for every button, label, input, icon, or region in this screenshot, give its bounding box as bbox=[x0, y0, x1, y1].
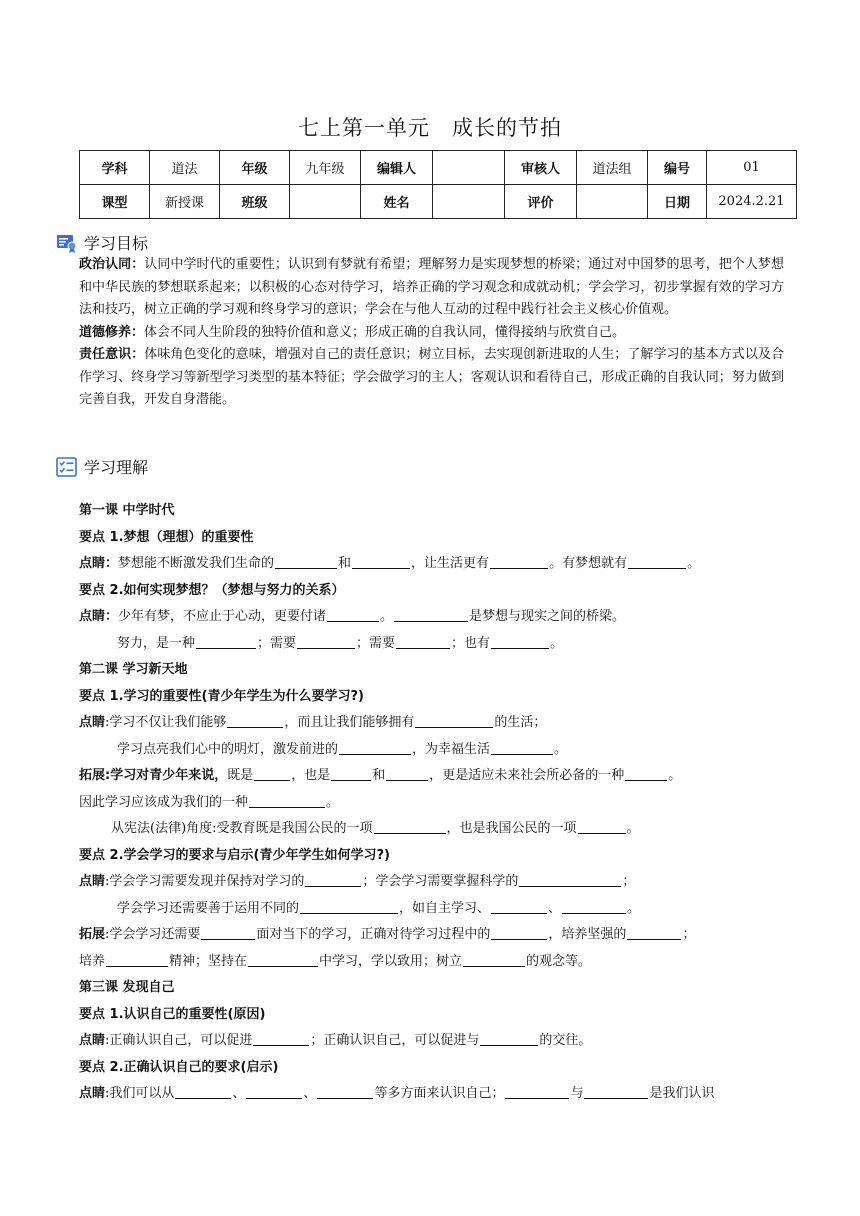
l1-point-2-title: 要点 2.如何实现梦想？（梦想与努力的关系） bbox=[79, 582, 345, 598]
fill-blank[interactable] bbox=[317, 1084, 373, 1099]
fill-blank[interactable] bbox=[628, 554, 686, 569]
keypoint-label: 点睛 bbox=[79, 874, 106, 889]
text-span: ，也是我国公民的一项 bbox=[446, 821, 577, 836]
text-span: 。 bbox=[626, 821, 640, 836]
text-span: 既是 bbox=[227, 768, 254, 783]
cell-eval-value bbox=[577, 185, 648, 219]
fill-blank[interactable] bbox=[562, 899, 626, 914]
goal-responsibility-text: 体味角色变化的意味，增强对自己的责任意识；树立目标，去实现创新进取的人生；了解学习的基本方式以及合作学习、终身学习等新型学习类型的基本特征；学会做学习的主人；客观认识和看待自己，形成正确的自我认同；努力做到完善自我，开发自身潜能。 bbox=[79, 347, 784, 407]
l3-point-2-title: 要点 2.正确认识自己的要求(启示) bbox=[79, 1059, 279, 1075]
text-span: ；学会学习需要掌握科学的 bbox=[362, 874, 519, 889]
keypoint-label: 点睛： bbox=[79, 609, 119, 624]
text-span: :学习不仅让我们能够 bbox=[105, 715, 227, 730]
cell-grade-label: 年级 bbox=[220, 151, 290, 185]
text-span: ，也是 bbox=[291, 768, 331, 783]
text-span: 、 bbox=[232, 1086, 246, 1101]
text-span: 培养 bbox=[79, 953, 106, 969]
goal-moral-label: 道德修养： bbox=[79, 324, 145, 340]
text-span: 的观念等。 bbox=[526, 953, 592, 969]
fill-blank[interactable] bbox=[254, 766, 290, 781]
content-block bbox=[79, 498, 789, 1108]
text-span: 的交往。 bbox=[539, 1033, 592, 1048]
cell-class-value bbox=[290, 185, 361, 219]
cell-number-value: 01 bbox=[707, 151, 797, 185]
cell-date-label: 日期 bbox=[648, 185, 707, 219]
cell-editor-value bbox=[433, 151, 505, 185]
text-span: :我们可以从 bbox=[105, 1086, 175, 1101]
text-span: 。 bbox=[326, 794, 340, 810]
extension-label: 拓展 bbox=[79, 927, 106, 942]
l2-point-1-title: 要点 1.学习的重要性(青少年学生为什么要学习?) bbox=[79, 688, 364, 704]
text-span: 努力，是一种 bbox=[117, 635, 196, 651]
l3-point-1-title: 要点 1.认识自己的重要性(原因) bbox=[79, 1006, 266, 1022]
text-span: 学会学习还需要善于运用不同的 bbox=[117, 900, 300, 916]
text-span: ，更是适应未来社会所必备的一种 bbox=[429, 768, 625, 783]
text-span: 因此学习应该成为我们的一种 bbox=[79, 794, 249, 810]
text-span: 是梦想与现实之间的桥梁。 bbox=[469, 609, 626, 624]
goal-political-text: 认同中学时代的重要性；认识到有梦就有希望；理解努力是实现梦想的桥梁；通过对中国梦的思考，把个人梦想和中华民族的梦想联系起来；以积极的心态对待学习，培养正确的学习观念和成就动机；学会学习，初步掌握有效的学习方法和技巧，树立正确的学习观和终身学习的意识；学会在与他人互动的过程中践行社会主义核心价值观。 bbox=[79, 257, 784, 317]
cell-type-label: 课型 bbox=[80, 185, 150, 219]
text-span: ，而且让我们能够拥有 bbox=[284, 715, 415, 730]
text-span: 和 bbox=[372, 768, 386, 783]
l1-point-2-text-2 bbox=[79, 631, 789, 658]
l2-point-1-text bbox=[79, 710, 789, 737]
text-span: :学会学习需要发现并保持对学习的 bbox=[105, 874, 305, 889]
fill-blank[interactable] bbox=[227, 713, 283, 728]
fill-blank[interactable] bbox=[300, 899, 398, 914]
fill-blank[interactable] bbox=[578, 819, 626, 834]
section-understanding-title: 学习理解 bbox=[84, 458, 149, 477]
l2-point-1-text-2 bbox=[79, 737, 789, 764]
goal-responsibility bbox=[79, 344, 784, 412]
text-span: 。有梦想就有 bbox=[549, 556, 628, 571]
cell-subject-value: 道法 bbox=[150, 151, 220, 185]
l1-point-1-text bbox=[79, 551, 789, 578]
fill-blank[interactable] bbox=[625, 766, 667, 781]
fill-blank[interactable] bbox=[297, 634, 355, 649]
l2-extension-2-text-2 bbox=[79, 949, 789, 976]
info-row-1 bbox=[80, 151, 797, 185]
cell-type-value: 新授课 bbox=[150, 185, 220, 219]
text-span: 少年有梦，不应止于心动，更要付诸 bbox=[118, 609, 327, 624]
fill-blank[interactable] bbox=[339, 740, 411, 755]
l3-point-2-text bbox=[79, 1081, 789, 1108]
fill-blank[interactable] bbox=[175, 1084, 231, 1099]
text-span: 。 bbox=[627, 900, 641, 916]
fill-blank[interactable] bbox=[327, 607, 379, 622]
fill-blank[interactable] bbox=[584, 1084, 648, 1099]
goal-political bbox=[79, 254, 784, 322]
fill-blank[interactable] bbox=[248, 952, 318, 967]
section-understanding-heading bbox=[56, 455, 148, 478]
fill-blank[interactable] bbox=[463, 952, 525, 967]
l3-point-1-text bbox=[79, 1028, 789, 1055]
fill-blank[interactable] bbox=[249, 793, 325, 808]
goal-political-label: 政治认同： bbox=[79, 257, 145, 272]
fill-blank[interactable] bbox=[396, 634, 450, 649]
cell-class-label: 班级 bbox=[220, 185, 290, 219]
cell-eval-label: 评价 bbox=[505, 185, 577, 219]
cell-name-value bbox=[433, 185, 505, 219]
text-span: ，培养坚强的 bbox=[548, 927, 627, 942]
text-span: ，为幸福生活 bbox=[412, 741, 491, 757]
lesson-1-title: 第一课 中学时代 bbox=[79, 503, 175, 518]
cell-number-label: 编号 bbox=[648, 151, 707, 185]
text-span: 是我们认识 bbox=[649, 1086, 715, 1101]
fill-blank[interactable] bbox=[275, 554, 337, 569]
text-span: 学习点亮我们心中的明灯，激发前进的 bbox=[117, 741, 339, 757]
text-span: 。 bbox=[380, 609, 394, 624]
fill-blank[interactable] bbox=[386, 766, 428, 781]
l2-extension-text bbox=[79, 763, 789, 790]
fill-blank[interactable] bbox=[106, 952, 168, 967]
l2-extension-2-text bbox=[79, 922, 789, 949]
text-span: 等多方面来认识自己； bbox=[374, 1086, 505, 1101]
l2-point-2-text bbox=[79, 869, 789, 896]
text-span: 。 bbox=[668, 768, 682, 783]
page-title: 七上第一单元 成长的节拍 bbox=[298, 116, 562, 140]
fill-blank[interactable] bbox=[374, 819, 446, 834]
info-row-2 bbox=[80, 185, 797, 219]
text-span: :学会学习还需要 bbox=[105, 927, 201, 942]
text-span: ，如自主学习、 bbox=[399, 900, 491, 916]
keypoint-label: 点睛 bbox=[79, 715, 106, 730]
keypoint-label: 点睛： bbox=[79, 556, 119, 571]
l2-point-2-text-2 bbox=[79, 896, 789, 923]
text-span: 、 bbox=[303, 1086, 317, 1101]
l2-extension-text-2 bbox=[79, 790, 789, 817]
l1-point-1-title: 要点 1.梦想（理想）的重要性 bbox=[79, 529, 254, 545]
text-span: ；正确认识自己，可以促进与 bbox=[310, 1033, 480, 1048]
fill-blank[interactable] bbox=[246, 1084, 302, 1099]
text-span: 和 bbox=[338, 556, 352, 571]
fill-blank[interactable] bbox=[491, 740, 553, 755]
certificate-icon bbox=[56, 233, 78, 253]
extension-label: 拓展:学习对青少年来说， bbox=[79, 768, 228, 783]
fill-blank[interactable] bbox=[519, 872, 621, 887]
cell-date-value: 2024.2.21 bbox=[707, 185, 797, 219]
fill-blank[interactable] bbox=[201, 925, 255, 940]
cell-subject-label: 学科 bbox=[80, 151, 150, 185]
fill-blank[interactable] bbox=[253, 1031, 309, 1046]
text-span: :正确认识自己，可以促进 bbox=[105, 1033, 253, 1048]
goal-moral bbox=[79, 322, 784, 345]
text-span: 、 bbox=[548, 900, 562, 916]
fill-blank[interactable] bbox=[491, 925, 547, 940]
text-span: ；也有 bbox=[451, 635, 491, 651]
fill-blank[interactable] bbox=[196, 634, 256, 649]
text-span: 从宪法(法律)角度:受教育既是我国公民的一项 bbox=[111, 821, 373, 836]
text-span: 。 bbox=[554, 741, 568, 757]
cell-editor-label: 编辑人 bbox=[361, 151, 433, 185]
lesson-2-title: 第二课 学习新天地 bbox=[79, 662, 188, 677]
cell-name-label: 姓名 bbox=[361, 185, 433, 219]
text-span: 中学习，学以致用；树立 bbox=[319, 953, 463, 969]
cell-reviewer-label: 审核人 bbox=[505, 151, 577, 185]
fill-blank[interactable] bbox=[305, 872, 361, 887]
fill-blank[interactable] bbox=[491, 634, 549, 649]
text-span: ； bbox=[622, 874, 636, 889]
text-span: ； bbox=[682, 927, 696, 942]
text-span: 的生活； bbox=[494, 715, 547, 730]
l2-extension-text-3 bbox=[79, 816, 789, 843]
keypoint-label: 点睛 bbox=[79, 1033, 106, 1048]
text-span: 面对当下的学习，正确对待学习过程中的 bbox=[256, 927, 491, 942]
fill-blank[interactable] bbox=[480, 1031, 538, 1046]
cell-reviewer-value: 道法组 bbox=[577, 151, 648, 185]
section-goals-heading bbox=[56, 231, 148, 254]
text-span: ，让生活更有 bbox=[411, 556, 490, 571]
goal-moral-text: 体会不同人生阶段的独特价值和意义；形成正确的自我认同，懂得接纳与欣赏自己。 bbox=[144, 324, 626, 340]
fill-blank[interactable] bbox=[491, 899, 547, 914]
fill-blank[interactable] bbox=[505, 1084, 569, 1099]
goals-block bbox=[79, 254, 784, 412]
fill-blank[interactable] bbox=[627, 925, 681, 940]
fill-blank[interactable] bbox=[490, 554, 548, 569]
fill-blank[interactable] bbox=[394, 607, 468, 622]
l2-point-2-title: 要点 2.学会学习的要求与启示(青少年学生如何学习?) bbox=[79, 847, 390, 863]
text-span: 梦想能不断激发我们生命的 bbox=[118, 556, 275, 571]
l1-point-2-text bbox=[79, 604, 789, 631]
text-span: ；需要 bbox=[356, 635, 396, 651]
text-span: 。 bbox=[550, 635, 564, 651]
lesson-3-title: 第三课 发现自己 bbox=[79, 980, 175, 995]
fill-blank[interactable] bbox=[352, 554, 410, 569]
text-span: ；需要 bbox=[257, 635, 297, 651]
goal-responsibility-label: 责任意识： bbox=[79, 347, 145, 362]
section-goals-title: 学习目标 bbox=[84, 234, 149, 253]
fill-blank[interactable] bbox=[415, 713, 493, 728]
fill-blank[interactable] bbox=[331, 766, 371, 781]
text-span: 精神；坚持在 bbox=[169, 953, 248, 969]
text-span: 。 bbox=[687, 556, 701, 571]
keypoint-label: 点睛 bbox=[79, 1086, 106, 1101]
cell-grade-value: 九年级 bbox=[290, 151, 361, 185]
info-table bbox=[79, 150, 797, 219]
text-span: 与 bbox=[570, 1086, 584, 1101]
checklist-icon bbox=[56, 457, 78, 477]
